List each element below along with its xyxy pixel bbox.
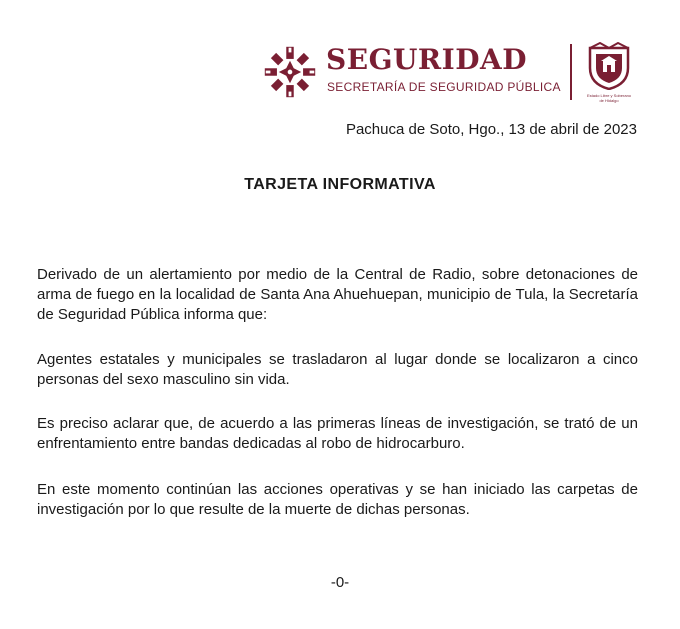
document-title: TARJETA INFORMATIVA — [244, 176, 436, 193]
paragraph-3: Es preciso aclarar que, de acuerdo a las primeras líneas de investigación, se trató de un enfrentamiento entre bandas dedicadas al robo de hidrocarburo. — [37, 415, 638, 452]
government-label: Estado Libre y Soberano de Hidalgo — [586, 93, 632, 103]
paragraph-2: Agentes estatales y municipales se trasladaron al lugar donde se localizaron a cinco personas del sexo masculino sin vida. — [37, 351, 638, 388]
brand-subtitle: SECRETARÍA DE SEGURIDAD PÚBLICA — [327, 80, 561, 94]
paragraph-4: En este momento continúan las acciones operativas y se han iniciado las carpetas de investigación por lo que resulte de la muerte de dichas personas. — [37, 481, 638, 518]
paragraph-1: Derivado de un alertamiento por medio de la Central de Radio, sobre detonaciones de arma de fuego en la localidad de Santa Ana Ahuehuepan, municipio de Tula, la Secretaría de Seguridad Pública informa que: — [37, 266, 638, 323]
header-divider — [570, 44, 572, 100]
date-line: Pachuca de Soto, Hgo., 13 de abril de 2023 — [345, 121, 637, 138]
hidalgo-shield-icon — [586, 42, 632, 90]
end-mark: -0- — [330, 574, 350, 591]
star-logo-icon — [262, 44, 318, 100]
brand-title: SEGURIDAD — [326, 43, 528, 76]
